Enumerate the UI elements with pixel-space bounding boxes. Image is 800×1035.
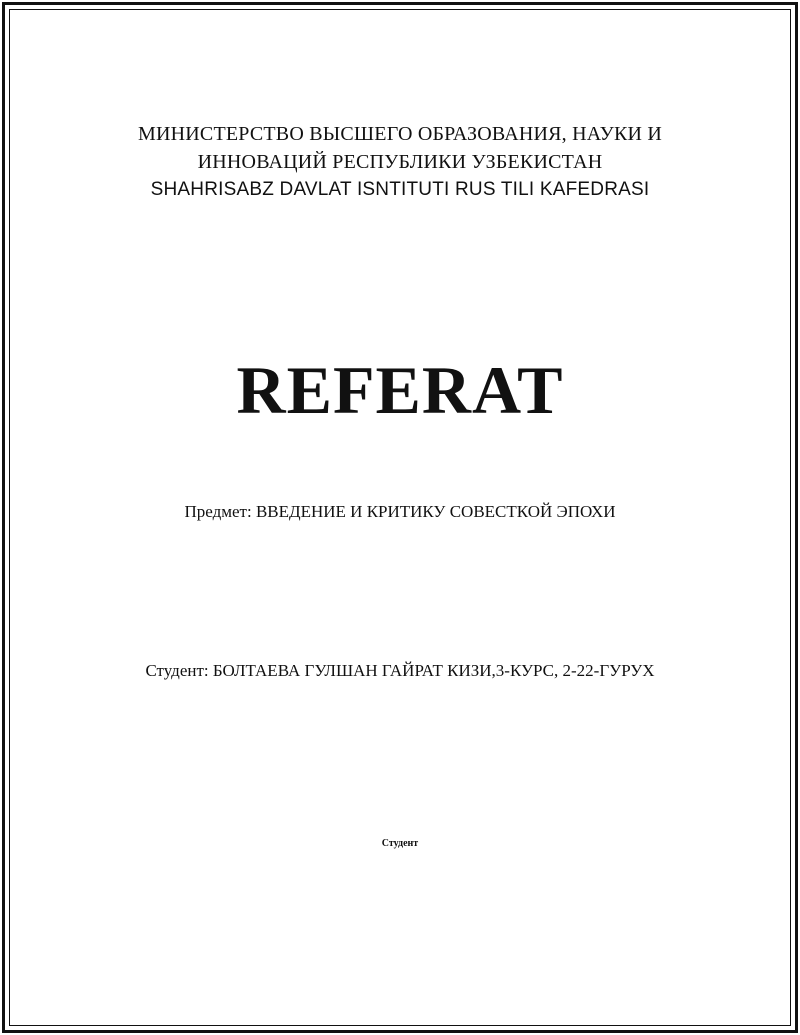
subject-line	[0, 499, 800, 525]
institution-header	[0, 120, 800, 204]
student-label: Студент:	[145, 661, 209, 680]
student-line	[0, 658, 800, 684]
subject-label: Предмет:	[184, 502, 252, 521]
ministry-line-2: ИННОВАЦИЙ РЕСПУБЛИКИ УЗБЕКИСТАН	[197, 151, 603, 173]
ministry-line-1: МИНИСТЕРСТВО ВЫСШЕГО ОБРАЗОВАНИЯ, НАУКИ И	[138, 123, 662, 145]
department-line: SHAHRISABZ DAVLAT ISNTITUTI RUS TILI KAFEDRASI	[150, 179, 650, 200]
subject-value: ВВЕДЕНИЕ И КРИТИКУ СОВЕСТКОЙ ЭПОХИ	[255, 502, 616, 521]
student-value: БОЛТАЕВА ГУЛШАН ГАЙРАТ КИЗИ,3-КУРС, 2-22-ГУРУХ	[212, 661, 655, 680]
document-title: REFERAT	[236, 352, 564, 428]
student-caption: Студент	[381, 838, 419, 849]
